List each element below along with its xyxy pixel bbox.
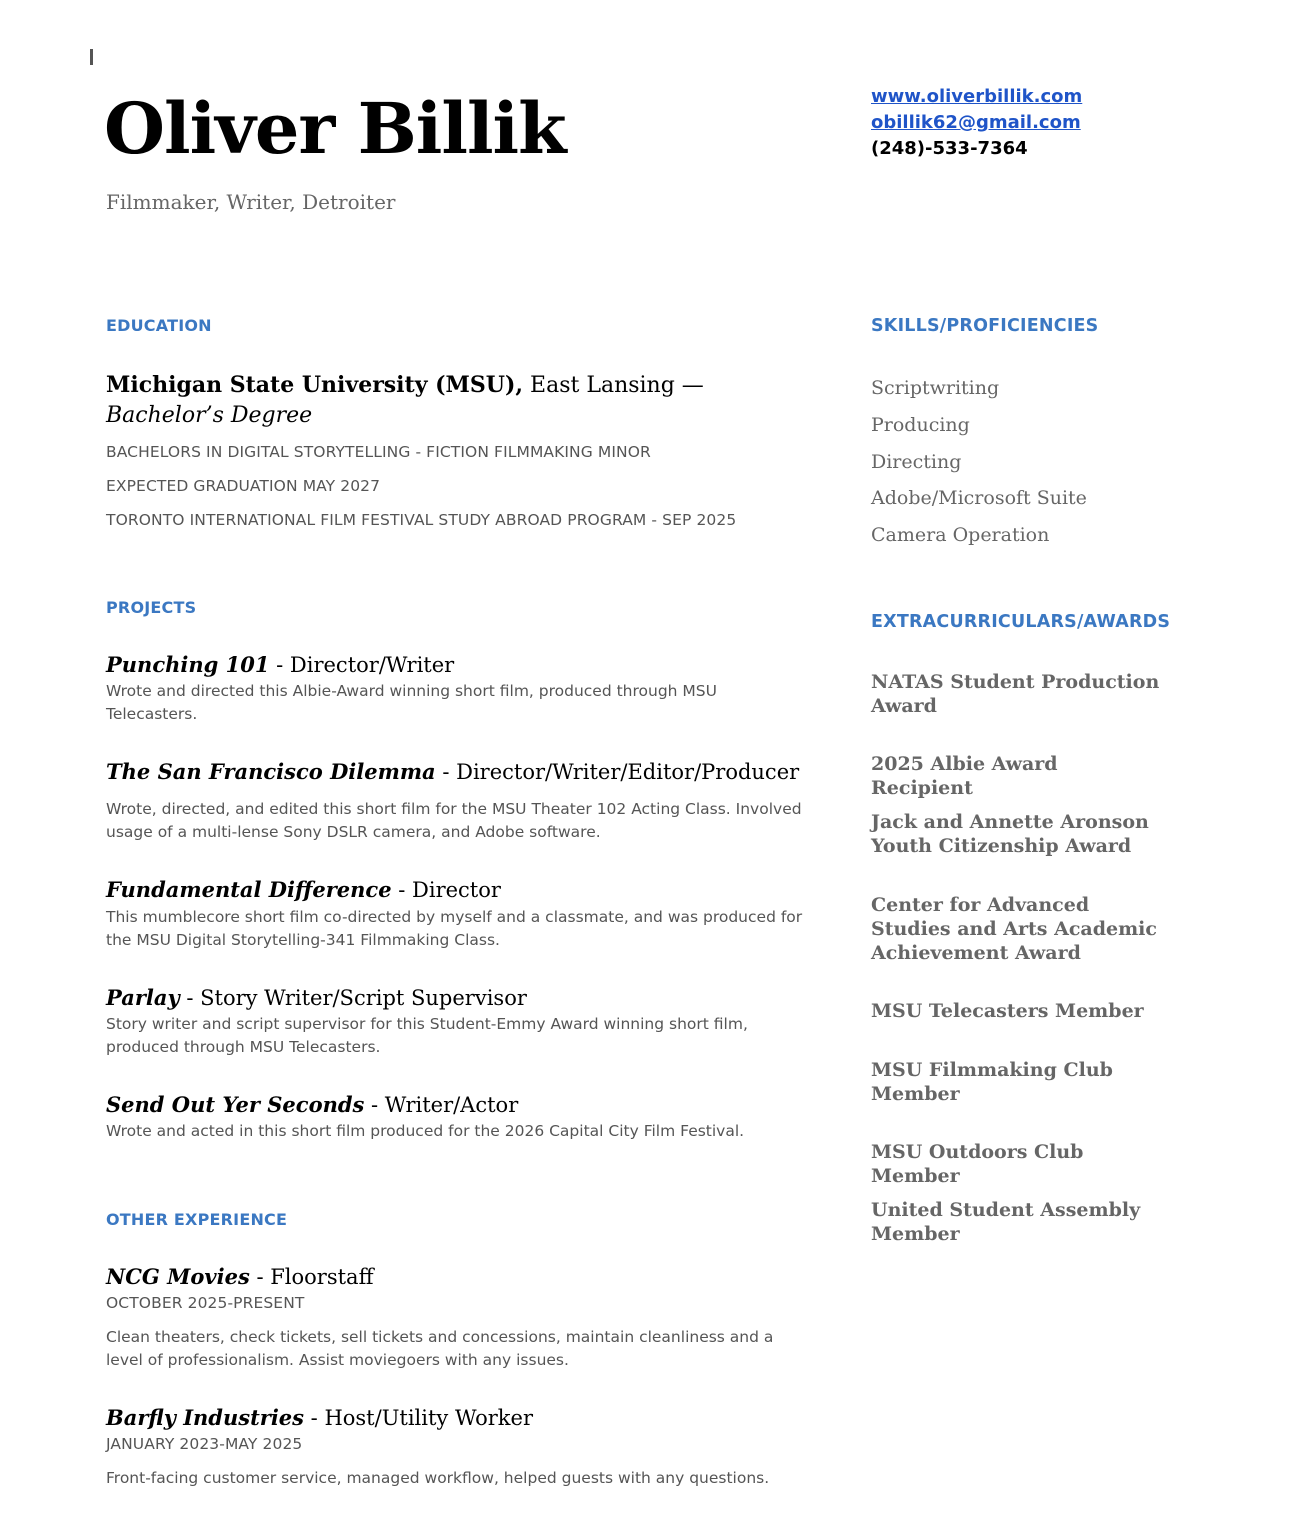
project-description: Wrote and directed this Albie-Award winning short film, produced through MSU Telecasters.	[106, 682, 717, 723]
projects-heading: PROJECTS	[106, 598, 197, 617]
education-line: EXPECTED GRADUATION MAY 2027	[106, 477, 381, 495]
award-item: MSU Telecasters Member	[871, 1000, 1144, 1022]
resume-name: Oliver Billik	[104, 87, 566, 170]
project-description: Wrote, directed, and edited this short film for the MSU Theater 102 Acting Class. Involved usage of a multi-lense Sony DSLR camera, and Adobe software.	[106, 800, 802, 841]
education-heading: EDUCATION	[106, 316, 212, 335]
job-role: - Floorstaff	[249, 1265, 374, 1289]
skill-item: Scriptwriting	[871, 377, 1000, 399]
education-line: TORONTO INTERNATIONAL FILM FESTIVAL STUDY ABROAD PROGRAM - SEP 2025	[106, 511, 737, 529]
employer-name: Barfly Industries	[106, 1405, 304, 1430]
text-cursor	[90, 49, 93, 65]
skill-item: Producing	[871, 413, 970, 436]
education-line: BACHELORS IN DIGITAL STORYTELLING - FICTION FILMMAKING MINOR	[106, 443, 651, 461]
job-role: - Host/Utility Worker	[304, 1406, 533, 1430]
project-title	[106, 985, 527, 1010]
project-name: The San Francisco Dilemma	[106, 759, 436, 784]
skill-item: Directing	[871, 450, 962, 473]
phone-number: (248)-533-7364	[871, 138, 1028, 159]
award-item: 2025 Albie Award Recipient	[871, 753, 1058, 799]
degree: Bachelor’s Degree	[106, 403, 313, 428]
project-name: Punching 101	[106, 652, 270, 677]
project-description: Story writer and script supervisor for this Student-Emmy Award winning short film, produced through MSU Telecasters.	[106, 1015, 748, 1056]
project-name: Send Out Yer Seconds	[106, 1092, 365, 1117]
job-dates: OCTOBER 2025-PRESENT	[106, 1294, 305, 1312]
job-description: Clean theaters, check tickets, sell tickets and concessions, maintain cleanliness and a level of professionalism. Assist moviegoers with any issues.	[106, 1328, 774, 1369]
project-description: Wrote and acted in this short film produced for the 2026 Capital City Film Festival.	[106, 1122, 745, 1140]
job-description: Front-facing customer service, managed workflow, helped guests with any questions.	[106, 1469, 770, 1487]
resume-tagline: Filmmaker, Writer, Detroiter	[106, 190, 396, 214]
email-link[interactable]: obillik62@gmail.com	[871, 112, 1081, 133]
award-item: Jack and Annette Aronson Youth Citizenship Award	[871, 811, 1149, 857]
school-location: East Lansing —	[523, 373, 704, 398]
project-name: Fundamental Difference	[106, 877, 392, 902]
project-role: - Story Writer/Script Supervisor	[179, 986, 527, 1010]
award-item: NATAS Student Production Award	[871, 671, 1160, 717]
contact-block	[871, 84, 1082, 162]
project-title	[106, 1092, 518, 1117]
project-role: - Director	[391, 878, 501, 902]
awards-heading: EXTRACURRICULARS/AWARDS	[871, 612, 1171, 632]
employer-name: NCG Movies	[106, 1264, 250, 1289]
project-name: Parlay	[106, 985, 180, 1010]
award-item: MSU Filmmaking Club Member	[871, 1059, 1113, 1105]
project-role: - Director/Writer	[269, 653, 455, 677]
project-role: - Director/Writer/Editor/Producer	[435, 760, 800, 784]
school-name: Michigan State University (MSU),	[106, 372, 524, 398]
job-title	[106, 1405, 533, 1430]
job-dates: JANUARY 2023-MAY 2025	[106, 1435, 303, 1453]
project-role: - Writer/Actor	[364, 1093, 519, 1117]
award-item: MSU Outdoors Club Member	[871, 1141, 1084, 1187]
school-title	[106, 370, 806, 431]
skill-item: Camera Operation	[871, 524, 1050, 547]
project-description: This mumblecore short film co-directed by myself and a classmate, and was produced for the MSU Digital Storytelling-341 Filmmaking Class.	[106, 908, 803, 949]
award-item: United Student Assembly Member	[871, 1199, 1141, 1245]
skill-item: Adobe/Microsoft Suite	[871, 487, 1087, 510]
project-title	[106, 877, 501, 902]
job-title	[106, 1264, 374, 1289]
project-title	[106, 652, 454, 677]
project-title	[106, 759, 799, 784]
website-link[interactable]: www.oliverbillik.com	[871, 86, 1083, 107]
experience-heading: OTHER EXPERIENCE	[106, 1210, 288, 1229]
skills-heading: SKILLS/PROFICIENCIES	[871, 316, 1099, 336]
skills-list	[871, 370, 1087, 554]
award-item: Center for Advanced Studies and Arts Academic Achievement Award	[871, 894, 1157, 964]
